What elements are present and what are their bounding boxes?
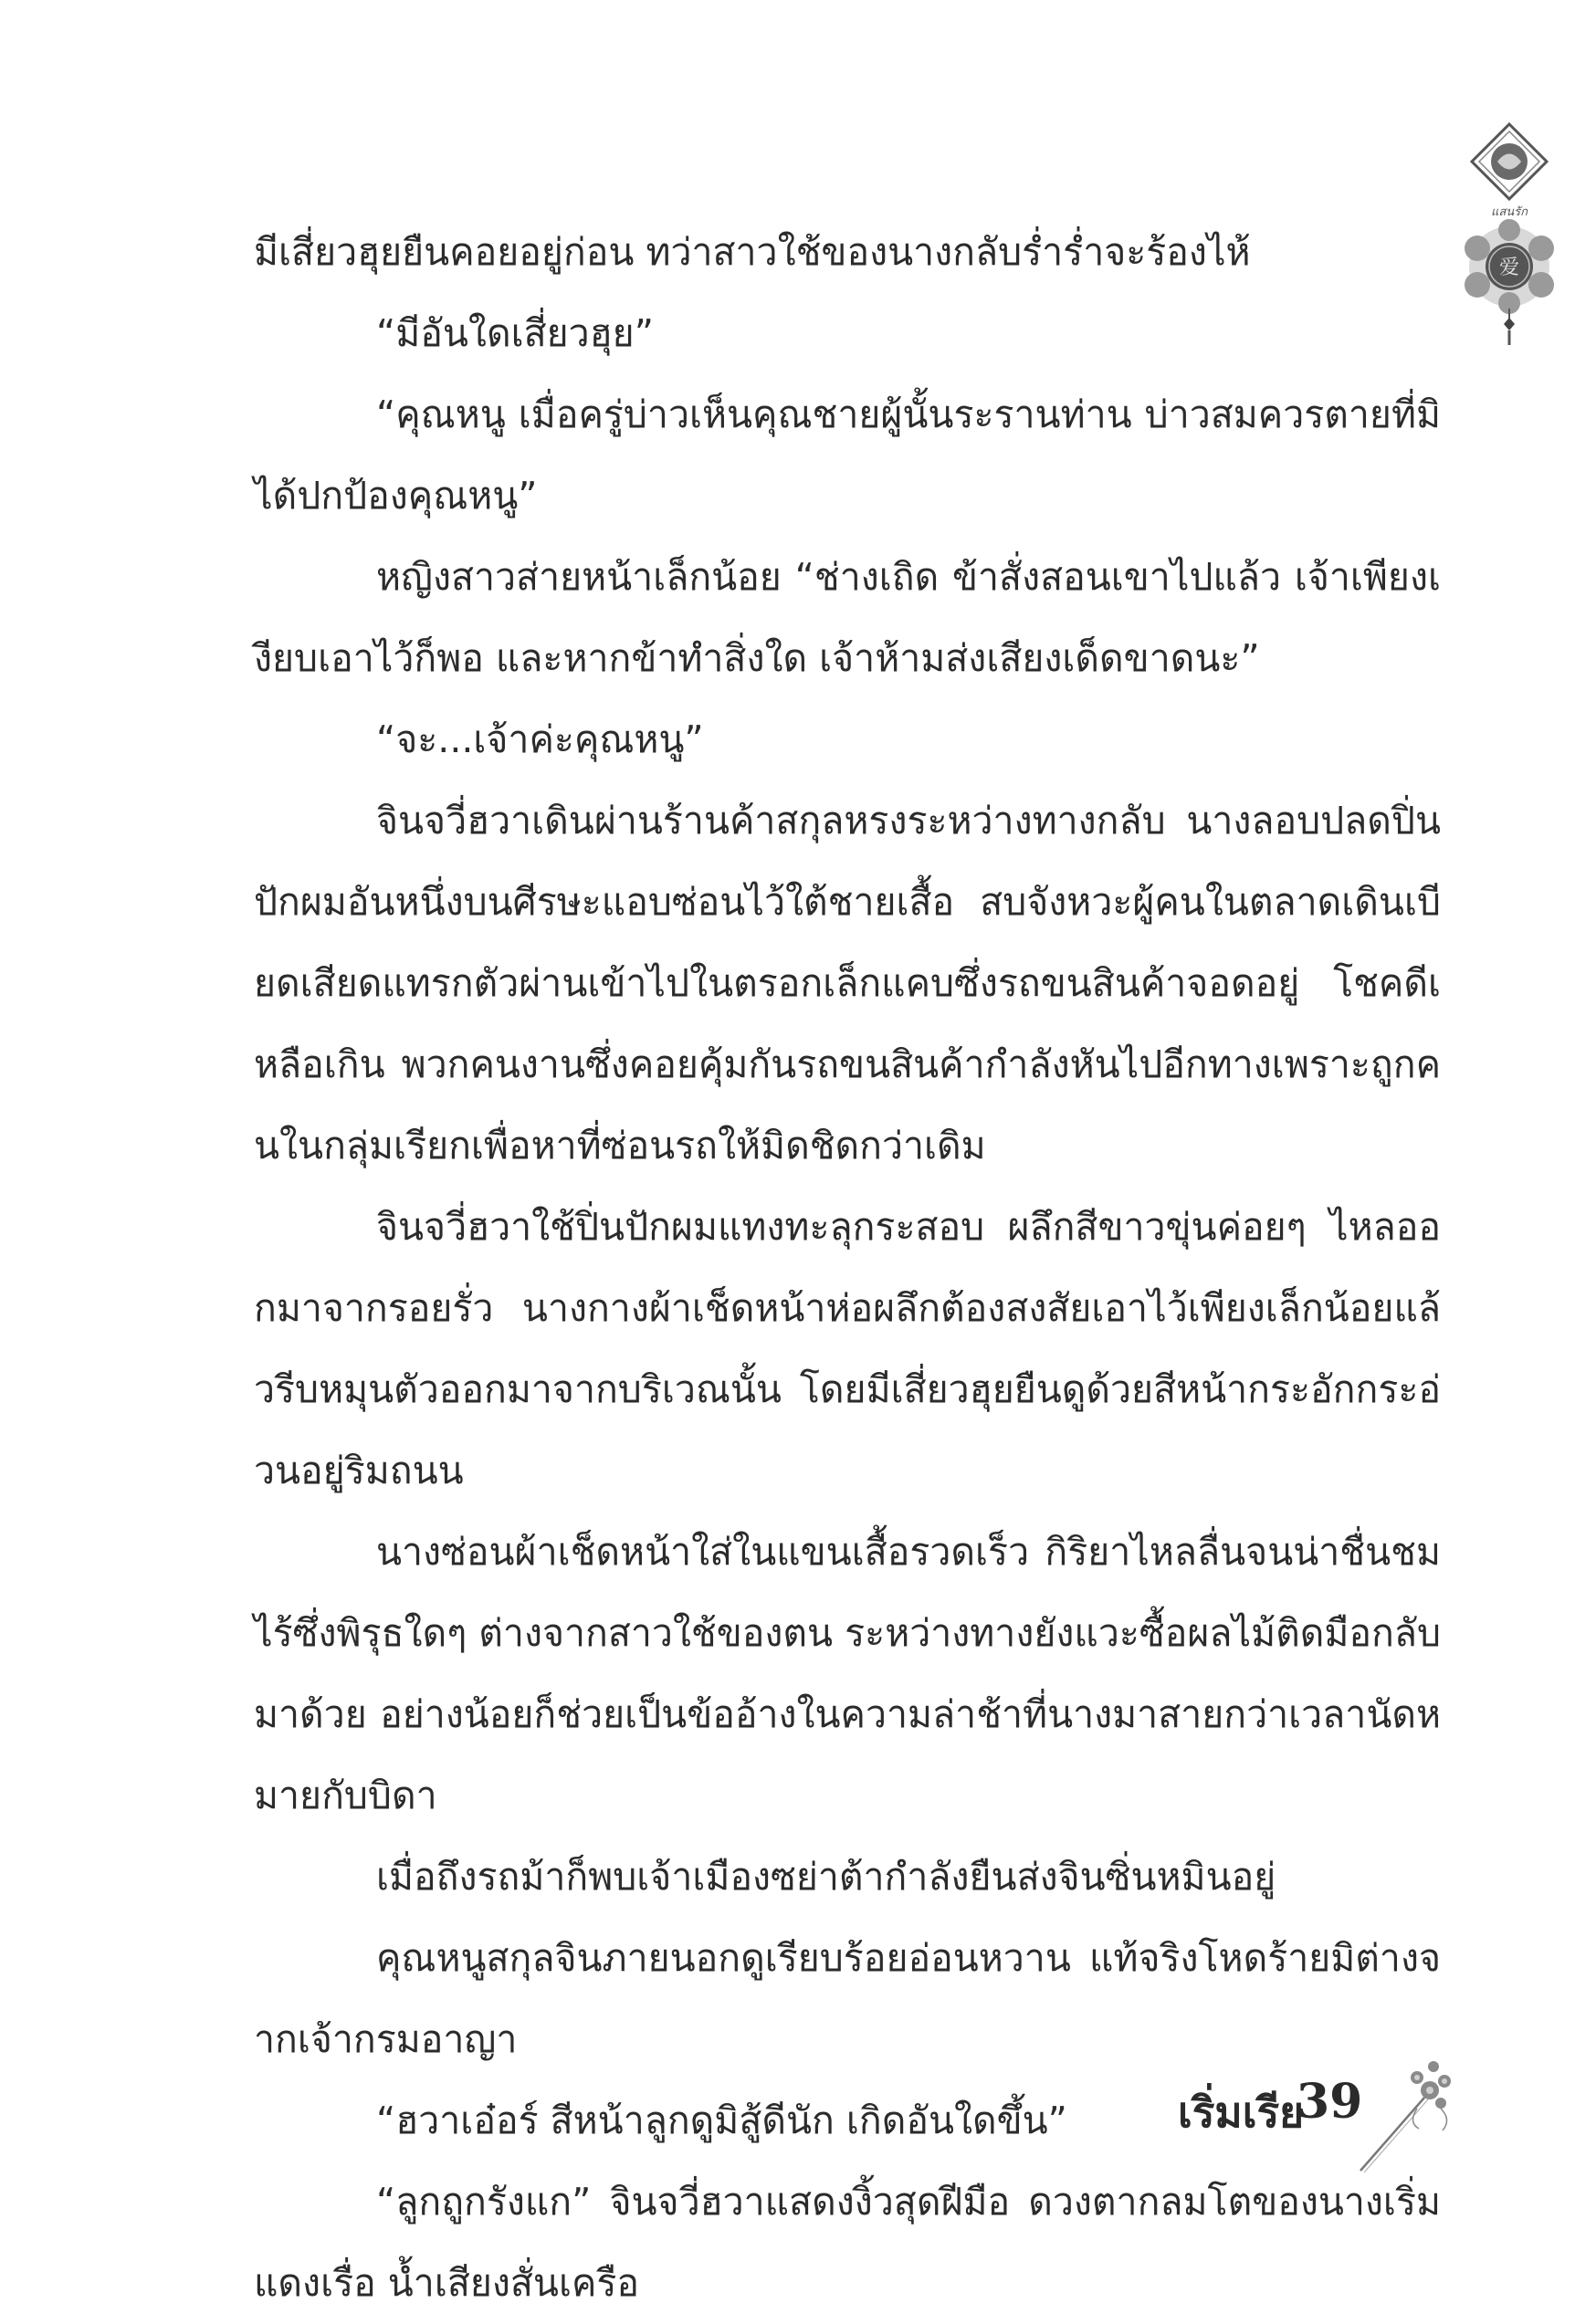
paragraph: “คุณหนู เมื่อครู่บ่าวเห็นคุณชายผู้นั้นระรานท่าน บ่าวสมควรตายที่มิได้ปกป้องคุณหนู”: [254, 393, 1441, 518]
paragraph: “ลูกถูกรังแก” จินจวี่ฮวาแสดงงิ้วสุดฝีมือ ดวงตากลมโตของนางเริ่มแดงเรื่อ น้ำเสียงสั่นเครือ: [254, 2180, 1441, 2305]
page-footer: [1178, 2054, 1525, 2182]
page-number: 39: [1297, 2074, 1363, 2130]
paragraph: จินจวี่ฮวาเดินผ่านร้านค้าสกุลหรงระหว่างทางกลับ นางลอบปลดปิ่นปักผมอันหนึ่งบนศีรษะแอบซ่อนไว้ใต้ชายเสื้อ สบจังหวะผู้คนในตลาดเดินเบียดเสียดแทรกตัวผ่านเข้าไปในตรอกเล็กแคบซึ่งรถขนสินค้าจอดอยู่ โชคดีเหลือเกิน พวกคนงานซึ่งคอยคุ้มกันรถขนสินค้ากำลังหันไปอีกทางเพราะถูกคนในกลุ่มเรียกเพื่อหาที่ซ่อนรถให้มิดชิดกว่าเดิม: [254, 799, 1441, 1167]
paragraph: “จะ...เจ้าค่ะคุณหนู”: [376, 717, 704, 761]
emblem-ornament-icon: [1459, 120, 1559, 349]
svg-text:แสนรัก: แสนรัก: [1490, 205, 1528, 219]
paragraph: จินจวี่ฮวาใช้ปิ่นปักผมแทงทะลุกระสอบ ผลึกสีขาวขุ่นค่อยๆ ไหลออกมาจากรอยรั่ว นางกางผ้าเช็ดหน้าห่อผลึกต้องสงสัยเอาไว้เพียงเล็กน้อยแล้วรีบหมุนตัวออกมาจากบริเวณนั้น โดยมีเสี่ยวฮุยยืนดูด้วยสีหน้ากระอักกระอ่วนอยู่ริมถนน: [254, 1205, 1441, 1492]
chapter-text: [254, 212, 1441, 2324]
book-title: เริ่มเรีย: [1178, 2088, 1305, 2137]
paragraph: มีเสี่ยวฮุยยืนคอยอยู่ก่อน ทว่าสาวใช้ของนางกลับร่ำร่ำจะร้องไห้: [254, 230, 1251, 274]
paragraph: เมื่อถึงรถม้าก็พบเจ้าเมืองซย่าต้ากำลังยืนส่งจินซิ่นหมินอยู่: [376, 1855, 1276, 1899]
paragraph: นางซ่อนผ้าเช็ดหน้าใส่ในแขนเสื้อรวดเร็ว กิริยาไหลลื่นจนน่าชื่นชมไร้ซึ่งพิรุธใดๆ ต่างจากสาวใช้ของตน ระหว่างทางยังแวะซื้อผลไม้ติดมือกลับมาด้วย อย่างน้อยก็ช่วยเป็นข้ออ้างในความล่าช้าที่นางมาสายกว่าเวลานัดหมายกับบิดา: [254, 1530, 1441, 1817]
paragraph: หญิงสาวส่ายหน้าเล็กน้อย “ช่างเถิด ข้าสั่งสอนเขาไปแล้ว เจ้าเพียงเงียบเอาไว้ก็พอ และหากข้าทำสิ่งใด เจ้าห้ามส่งเสียงเด็ดขาดนะ”: [254, 555, 1441, 680]
svg-text:爱: 爱: [1498, 256, 1520, 279]
paragraph: “ฮวาเอ๋อร์ สีหน้าลูกดูมิสู้ดีนัก เกิดอันใดขึ้น”: [376, 2099, 1067, 2142]
hairpin-ornament-icon: [1353, 2054, 1463, 2177]
publisher-emblem: [1459, 120, 1559, 349]
paragraph: “มีอันใดเสี่ยวฮุย”: [376, 311, 654, 355]
paragraph: คุณหนูสกุลจินภายนอกดูเรียบร้อยอ่อนหวาน แท้จริงโหดร้ายมิต่างจากเจ้ากรมอาญา: [254, 1936, 1441, 2061]
